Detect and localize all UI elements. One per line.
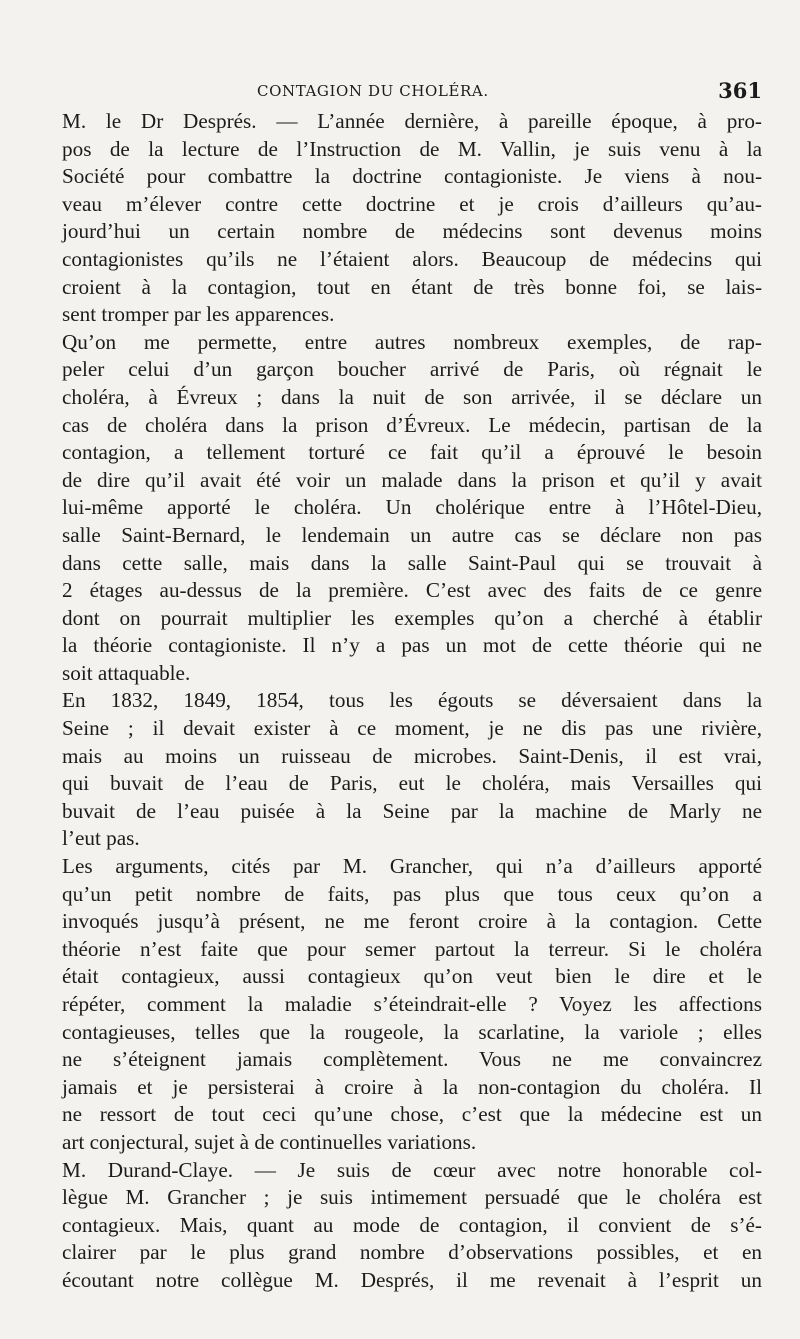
text-line: qu’un petit nombre de faits, pas plus que tous ceux qu’on a bbox=[62, 881, 762, 906]
text-line: Les arguments, cités par M. Grancher, qui n’a d’ailleurs apporté bbox=[62, 854, 762, 879]
page-number: 361 bbox=[718, 78, 762, 103]
text-line: l’eut pas. bbox=[62, 826, 140, 851]
page-header bbox=[62, 78, 762, 108]
paragraph-despres-intro bbox=[62, 108, 762, 329]
paragraph-arguments bbox=[62, 853, 762, 1157]
text-line: contagieux. Mais, quant au mode de contagion, il convient de s’é- bbox=[62, 1212, 762, 1237]
text-line: théorie n’est faite que pour semer partout la terreur. Si le choléra bbox=[62, 936, 762, 961]
text-line: la théorie contagioniste. Il n’y a pas un mot de cette théorie qui ne bbox=[62, 633, 762, 658]
text-line: Seine ; il devait exister à ce moment, je ne dis pas une rivière, bbox=[62, 716, 762, 741]
text-line: choléra, à Évreux ; dans la nuit de son arrivée, il se déclare un bbox=[62, 384, 762, 409]
text-line: qui buvait de l’eau de Paris, eut le choléra, mais Versailles qui bbox=[62, 771, 762, 796]
text-line: dans cette salle, mais dans la salle Saint-Paul qui se trouvait à bbox=[62, 550, 762, 575]
text-line: soit attaquable. bbox=[62, 660, 191, 685]
text-line: invoqués jusqu’à présent, ne me feront croire à la contagion. Cette bbox=[62, 909, 762, 934]
text-line: Qu’on me permette, entre autres nombreux exemples, de rap- bbox=[62, 329, 762, 354]
text-line: lui-même apporté le choléra. Un cholérique entre à l’Hôtel-Dieu, bbox=[62, 495, 762, 520]
text-line: mais au moins un ruisseau de microbes. Saint-Denis, il est vrai, bbox=[62, 743, 762, 768]
paragraph-durand-claye bbox=[62, 1157, 762, 1295]
text-line: ne ressort de tout ceci qu’une chose, c’est que la médecine est un bbox=[62, 1102, 762, 1127]
text-line: veau m’élever contre cette doctrine et je crois d’ailleurs qu’au- bbox=[62, 191, 762, 216]
paragraph-evreux-example bbox=[62, 329, 762, 688]
text-line: croient à la contagion, tout en étant de très bonne foi, se lais- bbox=[62, 274, 762, 299]
text-line: contagieuses, telles que la rougeole, la scarlatine, la variole ; elles bbox=[62, 1019, 762, 1044]
body-text bbox=[62, 108, 762, 1295]
text-line: contagion, a tellement torturé ce fait qu’il a éprouvé le besoin bbox=[62, 440, 762, 465]
text-line: était contagieux, aussi contagieux qu’on veut bien le dire et le bbox=[62, 964, 762, 989]
text-line: répéter, comment la maladie s’éteindrait-elle ? Voyez les affections bbox=[62, 992, 762, 1016]
text-line: lègue M. Grancher ; je suis intimement persuadé que le choléra est bbox=[62, 1185, 762, 1210]
text-line: dont on pourrait multiplier les exemples qu’on a cherché à établir bbox=[62, 605, 762, 630]
text-line: 2 étages au-dessus de la première. C’est avec des faits de ce genre bbox=[62, 578, 762, 603]
text-line: ne s’éteignent jamais complètement. Vous ne me convaincrez bbox=[62, 1047, 762, 1072]
text-line: Société pour combattre la doctrine contagioniste. Je viens à nou- bbox=[62, 164, 762, 189]
text-line: art conjectural, sujet à de continuelles variations. bbox=[62, 1129, 477, 1154]
text-line: pos de la lecture de l’Instruction de M. Vallin, je suis venu à la bbox=[62, 136, 762, 161]
text-line: cas de choléra dans la prison d’Évreux. Le médecin, partisan de la bbox=[62, 412, 762, 437]
text-line: M. le Dr Després. — L’année dernière, à pareille époque, à pro- bbox=[62, 109, 762, 133]
text-line: buvait de l’eau puisée à la Seine par la machine de Marly ne bbox=[62, 798, 762, 823]
text-line: sent tromper par les apparences. bbox=[62, 302, 335, 327]
paragraph-sewers bbox=[62, 687, 762, 853]
text-line: peler celui d’un garçon boucher arrivé de Paris, où régnait le bbox=[62, 357, 762, 382]
text-line: salle Saint-Bernard, le lendemain un autre cas se déclare non pas bbox=[62, 522, 762, 547]
text-line: clairer par le plus grand nombre d’observations possibles, et en bbox=[62, 1240, 762, 1265]
text-line: M. Durand-Claye. — Je suis de cœur avec notre honorable col- bbox=[62, 1157, 762, 1182]
text-line: de dire qu’il avait été voir un malade dans la prison et qu’il y avait bbox=[62, 467, 762, 492]
text-line: contagionistes qu’ils ne l’étaient alors. Beaucoup de médecins qui bbox=[62, 246, 762, 271]
running-title: CONTAGION DU CHOLÉRA. bbox=[257, 82, 489, 100]
text-line: jamais et je persisterai à croire à la non-contagion du choléra. Il bbox=[62, 1074, 762, 1099]
text-line: jourd’hui un certain nombre de médecins sont devenus moins bbox=[62, 219, 762, 244]
text-line: En 1832, 1849, 1854, tous les égouts se déversaient dans la bbox=[62, 688, 762, 713]
text-line: écoutant notre collègue M. Després, il me revenait à l’esprit un bbox=[62, 1267, 762, 1292]
